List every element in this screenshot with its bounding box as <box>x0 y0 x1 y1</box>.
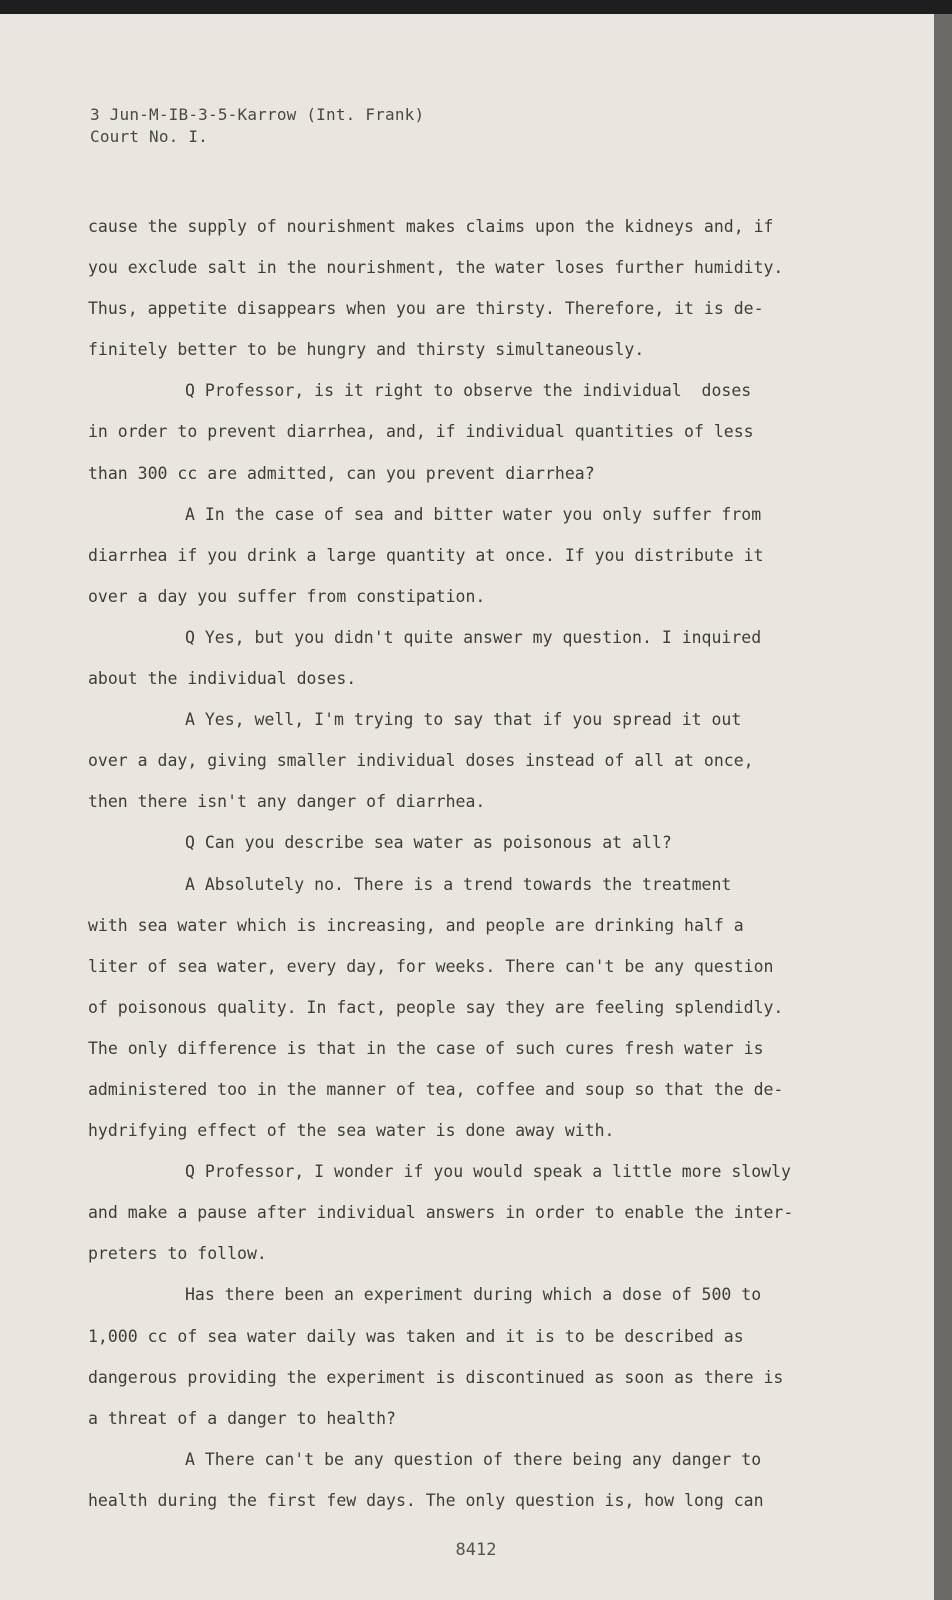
transcript-line: and make a pause after individual answers in order to enable the inter- <box>88 1203 794 1223</box>
transcript-line: then there isn't any danger of diarrhea. <box>88 792 486 812</box>
transcript-line: A There can't be any question of there being any danger to <box>185 1449 762 1469</box>
transcript-line: diarrhea if you drink a large quantity at once. If you distribute it <box>88 545 764 565</box>
transcript-line: Has there been an experiment during which a dose of 500 to <box>185 1285 762 1305</box>
transcript-line: A Yes, well, I'm trying to say that if you spread it out <box>185 710 742 730</box>
header-court-number: Court No. I. <box>90 127 208 146</box>
scan-right-edge <box>934 14 952 1600</box>
transcript-line: about the individual doses. <box>88 669 357 689</box>
transcript-line: Thus, appetite disappears when you are thirsty. Therefore, it is de- <box>88 299 764 319</box>
transcript-line: hydrifying effect of the sea water is done away with. <box>88 1121 615 1141</box>
transcript-line: A Absolutely no. There is a trend towards the treatment <box>185 874 732 894</box>
transcript-line: 1,000 cc of sea water daily was taken and it is to be described as <box>88 1326 744 1346</box>
transcript-line: preters to follow. <box>88 1244 267 1264</box>
scan-top-border <box>0 0 952 14</box>
transcript-line: Q Yes, but you didn't quite answer my question. I inquired <box>185 627 762 647</box>
transcript-line: The only difference is that in the case of such cures fresh water is <box>88 1038 764 1058</box>
transcript-line: Q Can you describe sea water as poisonous at all? <box>185 833 672 853</box>
transcript-line: over a day, giving smaller individual doses instead of all at once, <box>88 751 754 771</box>
transcript-line: health during the first few days. The only question is, how long can <box>88 1490 764 1510</box>
header-case-reference: 3 Jun-M-IB-3-5-Karrow (Int. Frank) <box>90 105 425 124</box>
transcript-line: A In the case of sea and bitter water you only suffer from <box>185 504 762 524</box>
transcript-line: cause the supply of nourishment makes claims upon the kidneys and, if <box>88 217 774 236</box>
transcript-line: Q Professor, I wonder if you would speak a little more slowly <box>185 1162 791 1182</box>
transcript-line: you exclude salt in the nourishment, the water loses further humidity. <box>88 258 784 278</box>
transcript-line: in order to prevent diarrhea, and, if individual quantities of less <box>88 422 754 442</box>
transcript-line: than 300 cc are admitted, can you prevent diarrhea? <box>88 463 595 483</box>
transcript-line: over a day you suffer from constipation. <box>88 586 486 606</box>
document-header <box>90 104 424 148</box>
page-number: 8412 <box>455 1540 497 1560</box>
transcript-line: Q Professor, is it right to observe the individual doses <box>185 381 752 401</box>
transcript-line: dangerous providing the experiment is discontinued as soon as there is <box>88 1367 784 1387</box>
transcript-line: a threat of a danger to health? <box>88 1408 396 1428</box>
transcript-line: administered too in the manner of tea, coffee and soup so that the de- <box>88 1079 784 1099</box>
transcript-body <box>88 206 808 1521</box>
transcript-line: finitely better to be hungry and thirsty simultaneously. <box>88 340 645 360</box>
transcript-line: with sea water which is increasing, and people are drinking half a <box>88 915 744 935</box>
transcript-line: of poisonous quality. In fact, people say they are feeling splendidly. <box>88 997 784 1017</box>
transcript-line: liter of sea water, every day, for weeks. There can't be any question <box>88 956 774 976</box>
